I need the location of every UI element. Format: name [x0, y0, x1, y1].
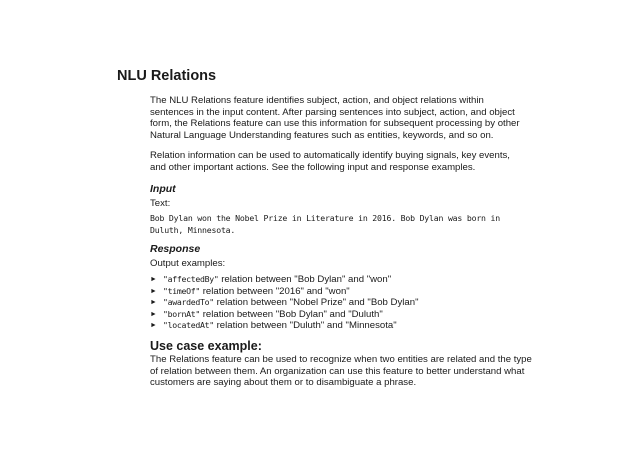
bullet-arrow-icon: ► [150, 322, 157, 330]
relation-code: "affectedBy" [163, 273, 219, 284]
input-example-text: Bob Dylan won the Nobel Prize in Literature in 2016. Bob Dylan was born in Duluth, Minnesota. [150, 213, 500, 235]
list-item [150, 297, 528, 309]
relation-code: "timeOf" [163, 285, 201, 296]
input-section [150, 183, 528, 237]
use-case-paragraph: The Relations feature can be used to recognize when two entities are related and the type of relation between them. An organization can use this feature to better understand what customers are saying about them or to disambiguate a phrase. [150, 354, 532, 389]
output-examples-list [150, 274, 528, 332]
list-item [150, 286, 528, 298]
relation-description: relation between "2016" and "won" [200, 285, 350, 297]
input-label: Text: [150, 197, 171, 209]
relation-description: relation between "Duluth" and "Minnesota" [213, 320, 397, 332]
intro-paragraph: The NLU Relations feature identifies subject, action, and object relations within sentences in the input content. After parsing sentences into subject, action, and object form, the Relations feature can use this information for subsequent processing by other Natural Language Understanding features such as entities, keywords, and so on. [150, 95, 520, 141]
response-label: Output examples: [150, 258, 226, 270]
bullet-arrow-icon: ► [150, 310, 157, 318]
list-item [150, 274, 528, 286]
page-title: NLU Relations [117, 68, 217, 84]
bullet-arrow-icon: ► [150, 287, 157, 295]
response-heading: Response [150, 243, 201, 256]
response-section [150, 243, 528, 332]
bullet-arrow-icon: ► [150, 299, 157, 307]
input-heading: Input [150, 182, 176, 195]
relation-code: "bornAt" [163, 308, 201, 319]
list-item [150, 320, 528, 332]
bullet-arrow-icon: ► [150, 275, 157, 283]
relation-code: "locatedAt" [163, 320, 214, 331]
relation-description: relation between "Nobel Prize" and "Bob Dylan" [213, 297, 419, 309]
relation-code: "awardedTo" [163, 297, 214, 308]
use-case-heading: Use case example: [150, 339, 262, 353]
relation-description: relation between "Bob Dylan" and "won" [218, 273, 392, 285]
relation-info-paragraph: Relation information can be used to automatically identify buying signals, key events, and other important actions. See the following input and response examples. [150, 150, 510, 173]
main-content [150, 95, 528, 337]
relation-description: relation between "Bob Dylan" and "Duluth" [200, 308, 383, 320]
list-item [150, 309, 528, 321]
